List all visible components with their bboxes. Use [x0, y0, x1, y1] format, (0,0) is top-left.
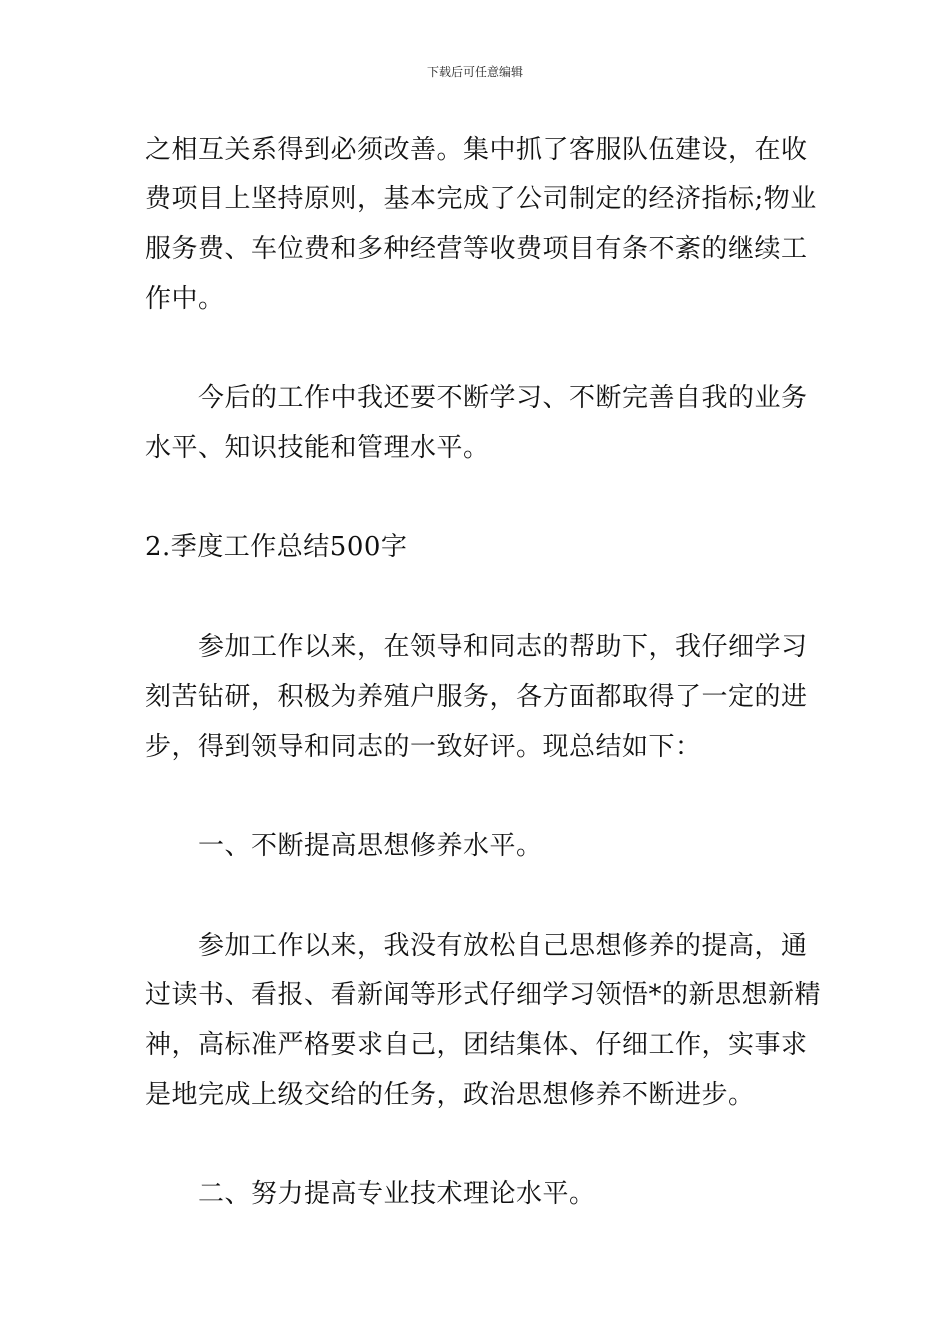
paragraph-line: 神，高标准严格要求自己，团结集体、仔细工作，实事求: [145, 1030, 808, 1060]
paragraph-line: 参加工作以来，我没有放松自己思想修养的提高，通: [145, 931, 808, 961]
section-heading: 2.季度工作总结500字: [145, 532, 408, 562]
header-note: 下载后可任意编辑: [426, 65, 523, 79]
paragraph-line: 之相互关系得到必须改善。集中抓了客服队伍建设，在收: [145, 135, 808, 165]
paragraph-line: 今后的工作中我还要不断学习、不断完善自我的业务: [145, 383, 808, 413]
paragraph-line: 作中。: [145, 284, 225, 314]
paragraph-line: 是地完成上级交给的任务，政治思想修养不断进步。: [145, 1080, 755, 1110]
paragraph-line: 步，得到领导和同志的一致好评。现总结如下：: [145, 732, 702, 762]
subheading: 一、不断提高思想修养水平。: [145, 831, 543, 861]
paragraph-line: 费项目上坚持原则，基本完成了公司制定的经济指标;物业: [145, 184, 817, 214]
subheading: 二、努力提高专业技术理论水平。: [145, 1179, 596, 1209]
paragraph-line: 服务费、车位费和多种经营等收费项目有条不紊的继续工: [145, 234, 808, 264]
paragraph-line: 参加工作以来，在领导和同志的帮助下，我仔细学习: [145, 632, 808, 662]
paragraph-line: 过读书、看报、看新闻等形式仔细学习领悟*的新思想新精: [145, 980, 822, 1010]
paragraph-line: 刻苦钻研，积极为养殖户服务，各方面都取得了一定的进: [145, 682, 808, 712]
paragraph-line: 水平、知识技能和管理水平。: [145, 433, 490, 463]
